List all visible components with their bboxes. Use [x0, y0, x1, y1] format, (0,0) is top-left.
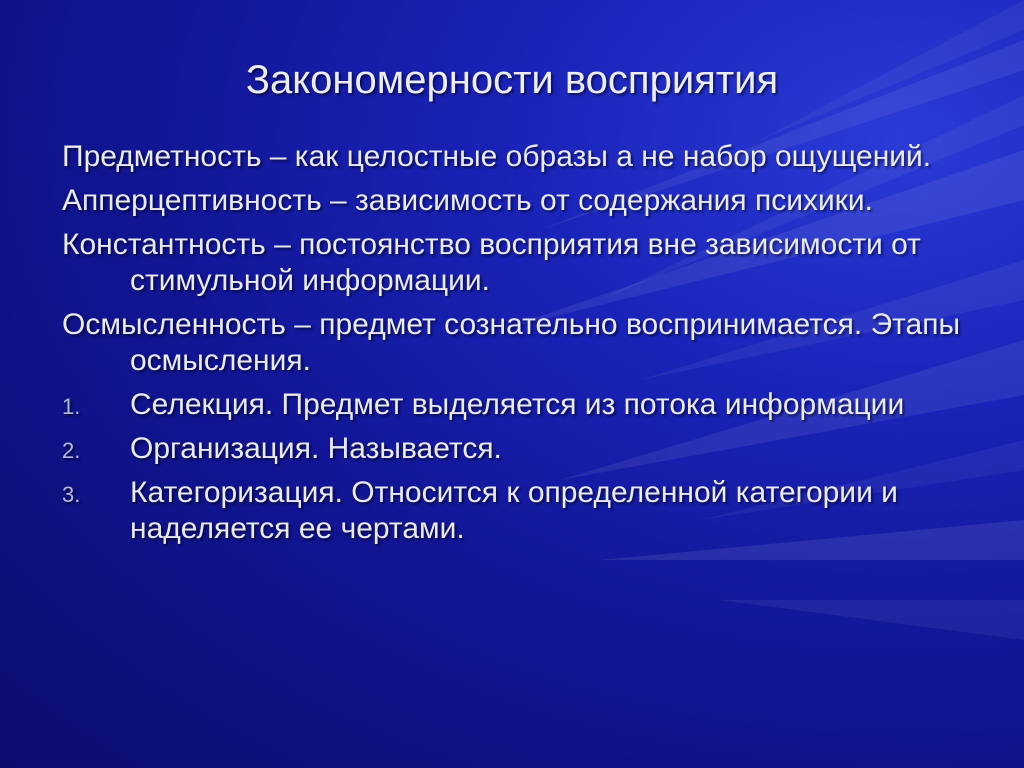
step-text: Селекция. Предмет выделяется из потока информации — [130, 388, 905, 421]
step-selection — [62, 387, 962, 423]
step-text: Организация. Называется. — [130, 432, 502, 465]
step-categorization — [62, 475, 962, 547]
slide-body — [62, 139, 962, 555]
step-text: Категоризация. Относится к определенной категории и наделяется ее чертами. — [130, 476, 898, 545]
paragraph-objectivity: Предметность – как целостные образы а не набор ощущений. — [62, 140, 932, 173]
slide-title: Закономерности восприятия — [245, 58, 779, 102]
paragraph-constancy: Константность – постоянство восприятия вне зависимости от стимульной информации. — [62, 228, 921, 297]
step-number: 1. — [62, 394, 81, 419]
paragraph-apperception: Апперцептивность – зависимость от содержания психики. — [62, 184, 873, 217]
paragraph-meaningfulness: Осмысленность – предмет сознательно воспринимается. Этапы осмысления. — [62, 308, 961, 377]
step-organization — [62, 431, 962, 467]
step-number: 2. — [62, 438, 81, 463]
step-number: 3. — [62, 482, 81, 507]
